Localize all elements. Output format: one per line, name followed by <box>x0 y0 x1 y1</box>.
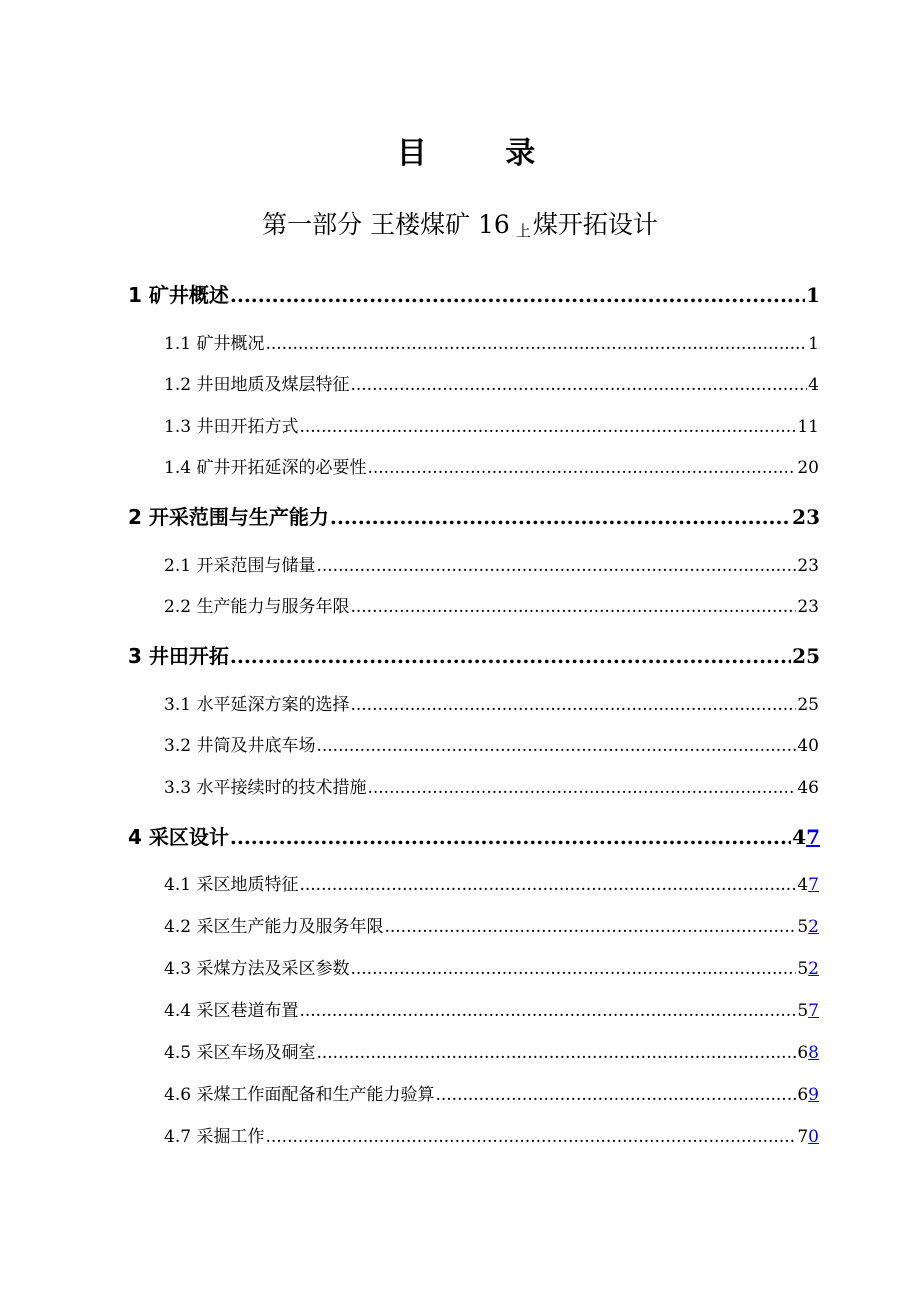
toc-dot-leader <box>350 371 807 399</box>
subtitle-subscript: 上 <box>515 222 531 240</box>
toc-page-number: 11 <box>797 417 819 437</box>
toc-entry-1-3[interactable] <box>164 413 819 441</box>
toc-dot-leader <box>230 823 791 851</box>
toc-entry-chapter-2[interactable] <box>128 503 820 531</box>
toc-page-number: 52 <box>797 917 819 937</box>
toc-page-number: 70 <box>797 1127 819 1147</box>
toc-entry-label: 2.2 生产能力与服务年限 <box>164 597 350 617</box>
toc-entry-chapter-3[interactable] <box>128 642 820 670</box>
toc-entry-3-2[interactable] <box>164 732 819 760</box>
toc-page-number: 23 <box>797 556 819 576</box>
toc-entry-label: 4.3 采煤方法及采区参数 <box>164 959 350 979</box>
toc-entry-label: 4.5 采区车场及硐室 <box>164 1043 316 1063</box>
toc-entry-label: 2 开采范围与生产能力 <box>128 505 329 529</box>
toc-entry-4-2[interactable] <box>164 913 819 941</box>
toc-entry-label: 1.4 矿井开拓延深的必要性 <box>164 458 367 478</box>
toc-entry-label: 4.6 采煤工作面配备和生产能力验算 <box>164 1085 435 1105</box>
toc-dot-leader <box>350 691 796 719</box>
toc-entry-4-5[interactable] <box>164 1039 819 1067</box>
toc-page-number: 46 <box>797 778 819 798</box>
toc-entry-label: 4.2 采区生产能力及服务年限 <box>164 917 384 937</box>
toc-entry-label: 1.1 矿井概况 <box>164 334 265 354</box>
toc-entry-chapter-4[interactable] <box>128 823 820 851</box>
toc-entry-chapter-1[interactable] <box>128 281 820 309</box>
subtitle-tail: 煤开拓设计 <box>532 210 658 239</box>
toc-dot-leader <box>350 955 796 983</box>
toc-dot-leader <box>384 913 796 941</box>
toc-entry-label: 4.4 采区巷道布置 <box>164 1001 299 1021</box>
toc-page-number: 25 <box>792 644 820 668</box>
toc-page-number: 69 <box>797 1085 819 1105</box>
toc-entry-label: 1 矿井概述 <box>128 283 229 307</box>
toc-page-number: 1 <box>806 283 820 307</box>
toc-page-number: 23 <box>797 597 819 617</box>
toc-entry-label: 1.2 井田地质及煤层特征 <box>164 375 350 395</box>
subtitle-main: 第一部分 王楼煤矿 16 <box>262 210 510 239</box>
toc-entry-4-3[interactable] <box>164 955 819 983</box>
toc-entry-label: 3 井田开拓 <box>128 644 229 668</box>
toc-page-number: 52 <box>797 959 819 979</box>
toc-dot-leader <box>367 774 796 802</box>
toc-dot-leader <box>316 732 796 760</box>
toc-dot-leader <box>330 503 791 531</box>
toc-entry-label: 2.1 开采范围与储量 <box>164 556 316 576</box>
toc-entry-1-4[interactable] <box>164 454 819 482</box>
toc-page-number: 20 <box>797 458 819 478</box>
toc-entry-4-1[interactable] <box>164 871 819 899</box>
toc-page-number: 47 <box>797 875 819 895</box>
toc-entry-2-1[interactable] <box>164 552 819 580</box>
toc-entry-label: 4.7 采掘工作 <box>164 1127 265 1147</box>
toc-entry-4-4[interactable] <box>164 997 819 1025</box>
toc-dot-leader <box>316 552 796 580</box>
toc-entry-3-1[interactable] <box>164 691 819 719</box>
toc-dot-leader <box>367 454 796 482</box>
toc-page-number: 4 <box>808 375 819 395</box>
toc-entry-1-1[interactable] <box>164 330 819 358</box>
toc-page-number: 47 <box>792 825 820 849</box>
toc-dot-leader <box>299 871 796 899</box>
toc-page-number: 25 <box>797 695 819 715</box>
toc-entry-4-7[interactable] <box>164 1123 819 1151</box>
toc-dot-leader <box>299 413 796 441</box>
toc-dot-leader <box>265 330 807 358</box>
toc-entry-2-2[interactable] <box>164 593 819 621</box>
toc-dot-leader <box>265 1123 796 1151</box>
toc-entry-label: 4.1 采区地质特征 <box>164 875 299 895</box>
toc-page-number: 23 <box>792 505 820 529</box>
toc-page-number: 57 <box>797 1001 819 1021</box>
toc-entry-label: 3.1 水平延深方案的选择 <box>164 695 350 715</box>
toc-entry-label: 4 采区设计 <box>128 825 229 849</box>
toc-entry-4-6[interactable] <box>164 1081 819 1109</box>
toc-dot-leader <box>299 997 796 1025</box>
toc-entry-label: 3.3 水平接续时的技术措施 <box>164 778 367 798</box>
toc-dot-leader <box>316 1039 796 1067</box>
toc-dot-leader <box>435 1081 796 1109</box>
toc-page-number: 68 <box>797 1043 819 1063</box>
toc-entry-label: 1.3 井田开拓方式 <box>164 417 299 437</box>
toc-dot-leader <box>350 593 796 621</box>
page-title: 目 录 <box>396 136 570 171</box>
toc-dot-leader <box>230 281 805 309</box>
toc-dot-leader <box>230 642 791 670</box>
toc-entry-1-2[interactable] <box>164 371 819 399</box>
toc-page-number: 1 <box>808 334 819 354</box>
toc-entry-label: 3.2 井筒及井底车场 <box>164 736 316 756</box>
toc-page-number: 40 <box>797 736 819 756</box>
toc-entry-3-3[interactable] <box>164 774 819 802</box>
